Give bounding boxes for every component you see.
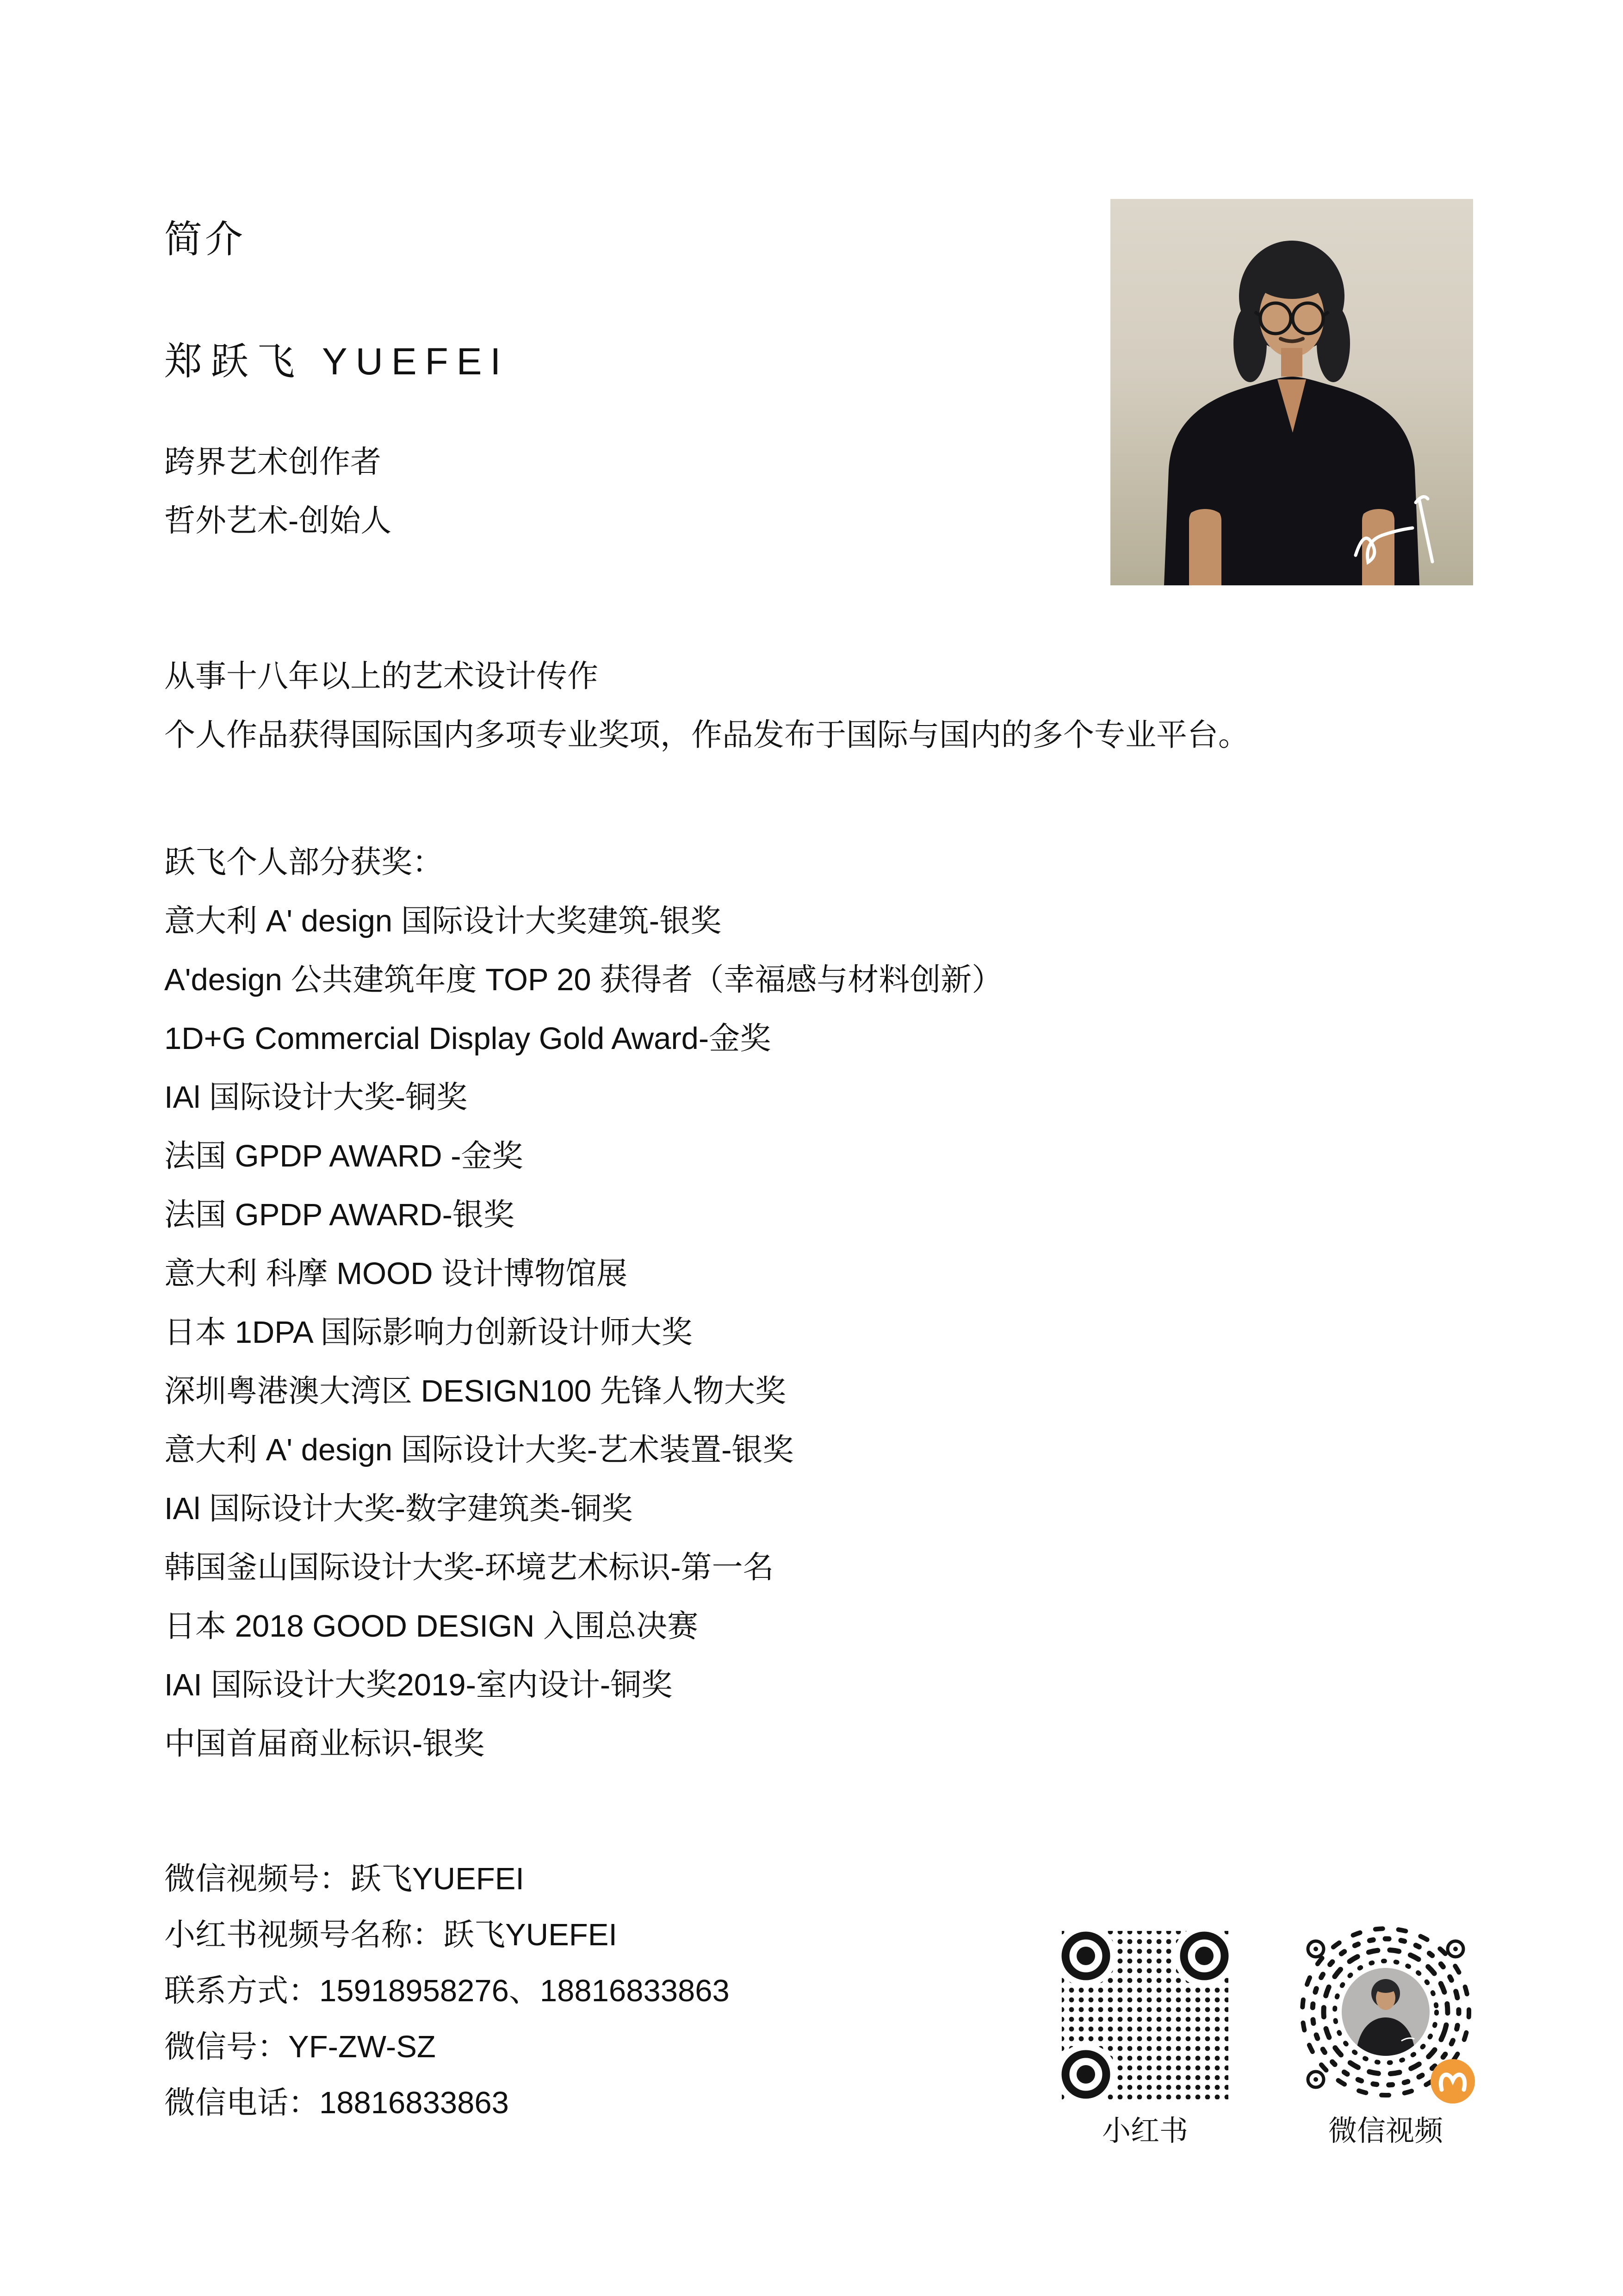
awards-header: 跃飞个人部分获奖： [164, 845, 443, 880]
portrait-photo [1110, 199, 1473, 585]
award-item: 意大利 科摩 MOOD 设计博物馆展 [164, 1256, 628, 1291]
page-title: 简介 [164, 218, 246, 261]
role-line: 跨界艺术创作者 [164, 445, 381, 479]
award-item: 中国首届商业标识-银奖 [164, 1726, 485, 1761]
contact-block [164, 1851, 730, 2131]
award-item: IAl 国际设计大奖-数字建筑类-铜奖 [164, 1491, 633, 1526]
award-item: 意大利 A' design 国际设计大奖建筑-银奖 [164, 904, 722, 938]
xiaohongshu-qr-code [1057, 1927, 1233, 2103]
award-item: 韩国釜山国际设计大奖-环境艺术标识-第一名 [164, 1550, 774, 1585]
award-item: 意大利 A' design 国际设计大奖-艺术装置-银奖 [164, 1433, 794, 1467]
avatar [1342, 1968, 1430, 2058]
intro-line: 个人作品获得国际国内多项专业奖项，作品发布于国际与国内的多个专业平台。 [164, 718, 1249, 752]
award-item: IAl 国际设计大奖-铜奖 [164, 1080, 468, 1115]
contact-line-wechat-channel: 微信视频号：跃飞YUEFEI [164, 1862, 524, 1896]
wechat-channels-logo-icon [1431, 2059, 1475, 2104]
contact-line-phones: 联系方式：15918958276、18816833863 [164, 1973, 730, 2008]
contact-line-wechat-id: 微信号：YF-ZW-SZ [164, 2029, 436, 2064]
role-line: 哲外艺术-创始人 [164, 503, 392, 538]
intro-block [164, 647, 1249, 764]
award-item: 法国 GPDP AWARD -金奖 [164, 1139, 523, 1173]
person-name: 郑跃飞 YUEFEI [164, 341, 509, 383]
wechat-channels-qr-code [1295, 1924, 1476, 2104]
award-item: 深圳粤港澳大湾区 DESIGN100 先锋人物大奖 [164, 1374, 786, 1409]
xiaohongshu-qr-label: 小红书 [1102, 2115, 1188, 2147]
intro-line: 从事十八年以上的艺术设计传作 [164, 659, 598, 694]
roles-block [164, 433, 391, 550]
wechat-channels-qr-label: 微信视频 [1328, 2115, 1443, 2147]
award-item: 法国 GPDP AWARD-银奖 [164, 1198, 514, 1232]
contact-line-xiaohongshu: 小红书视频号名称：跃飞YUEFEI [164, 1917, 617, 1952]
award-item: 日本 1DPA 国际影响力创新设计师大奖 [164, 1315, 693, 1350]
award-item: A'design 公共建筑年度 TOP 20 获得者（幸福感与材料创新） [164, 962, 1003, 997]
contact-line-wechat-phone: 微信电话：18816833863 [164, 2085, 509, 2120]
award-item: 日本 2018 GOOD DESIGN 入围总决赛 [164, 1609, 699, 1644]
award-item: IAI 国际设计大奖2019-室内设计-铜奖 [164, 1668, 673, 1702]
awards-block [164, 833, 1003, 1773]
award-item: 1D+G Commercial Display Gold Award-金奖 [164, 1021, 771, 1056]
person-illustration [1110, 199, 1473, 585]
